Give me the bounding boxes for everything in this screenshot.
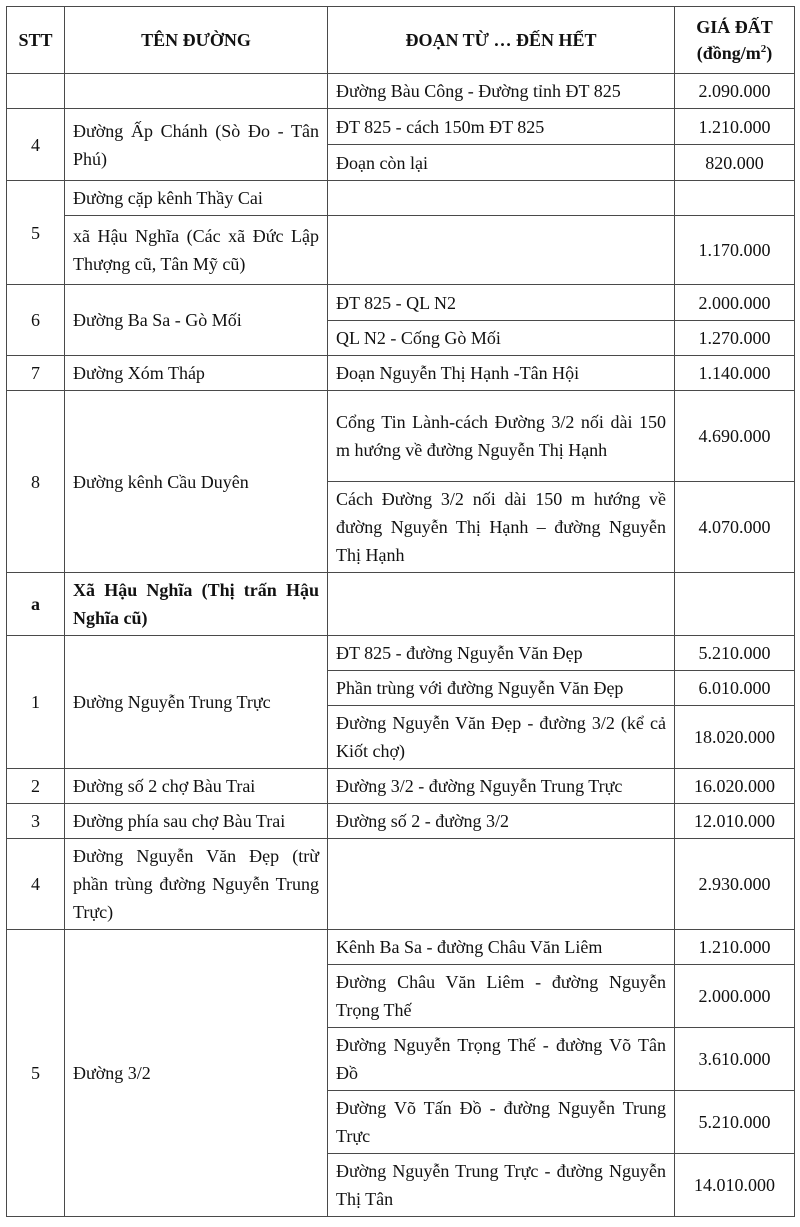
- cell-price: 4.690.000: [675, 391, 795, 482]
- cell-stt: 2: [7, 769, 65, 804]
- table-row: [7, 930, 795, 965]
- cell-street-name: xã Hậu Nghĩa (Các xã Đức Lập Thượng cũ, Tân Mỹ cũ): [65, 216, 328, 285]
- table-row: [7, 109, 795, 145]
- cell-segment: QL N2 - Cống Gò Mối: [328, 321, 675, 356]
- cell-price: 5.210.000: [675, 636, 795, 671]
- cell-segment: Đoạn còn lại: [328, 145, 675, 181]
- cell-segment: Đường Võ Tấn Đồ - đường Nguyễn Trung Trực: [328, 1091, 675, 1154]
- cell-price: [675, 181, 795, 216]
- cell-price: 18.020.000: [675, 706, 795, 769]
- cell-segment: Đường Châu Văn Liêm - đường Nguyễn Trọng Thế: [328, 965, 675, 1028]
- cell-segment: Đường 3/2 - đường Nguyễn Trung Trực: [328, 769, 675, 804]
- cell-stt: 6: [7, 285, 65, 356]
- cell-segment: Đường Nguyễn Trọng Thế - đường Võ Tân Đồ: [328, 1028, 675, 1091]
- cell-price: 5.210.000: [675, 1091, 795, 1154]
- cell-segment: ĐT 825 - QL N2: [328, 285, 675, 321]
- header-stt: STT: [7, 7, 65, 74]
- cell-segment: Đường Bàu Công - Đường tỉnh ĐT 825: [328, 74, 675, 109]
- table-row: [7, 391, 795, 482]
- cell-street-name: Đường Nguyễn Trung Trực: [65, 636, 328, 769]
- cell-segment: ĐT 825 - cách 150m ĐT 825: [328, 109, 675, 145]
- cell-stt: 1: [7, 636, 65, 769]
- cell-price: 1.210.000: [675, 930, 795, 965]
- table-row: [7, 216, 795, 285]
- cell-section-name: Xã Hậu Nghĩa (Thị trấn Hậu Nghĩa cũ): [65, 573, 328, 636]
- table-row: [7, 285, 795, 321]
- cell-street-name: Đường Ba Sa - Gò Mối: [65, 285, 328, 356]
- header-segment: ĐOẠN TỪ … ĐẾN HẾT: [328, 7, 675, 74]
- cell-street-name: Đường cặp kênh Thầy Cai: [65, 181, 328, 216]
- header-price-unit: [697, 43, 773, 63]
- land-price-table: [6, 6, 795, 1217]
- table-row: [7, 804, 795, 839]
- cell-price: 14.010.000: [675, 1154, 795, 1217]
- cell-price: 1.270.000: [675, 321, 795, 356]
- cell-price: 1.140.000: [675, 356, 795, 391]
- cell-price: 16.020.000: [675, 769, 795, 804]
- land-price-table-container: [6, 6, 795, 1217]
- header-land-price: [675, 7, 795, 74]
- cell-price: 2.090.000: [675, 74, 795, 109]
- cell-stt: 4: [7, 839, 65, 930]
- table-row: [7, 636, 795, 671]
- cell-price: 3.610.000: [675, 1028, 795, 1091]
- cell-street-name: [65, 74, 328, 109]
- cell-stt: [7, 74, 65, 109]
- cell-price: 6.010.000: [675, 671, 795, 706]
- cell-price: 2.930.000: [675, 839, 795, 930]
- table-row: [7, 356, 795, 391]
- cell-segment: Kênh Ba Sa - đường Châu Văn Liêm: [328, 930, 675, 965]
- cell-price: [675, 573, 795, 636]
- cell-street-name: Đường Nguyễn Văn Đẹp (trừ phần trùng đường Nguyễn Trung Trực): [65, 839, 328, 930]
- cell-price: 1.210.000: [675, 109, 795, 145]
- table-row: [7, 74, 795, 109]
- table-row: [7, 181, 795, 216]
- cell-price: 12.010.000: [675, 804, 795, 839]
- cell-street-name: Đường Ấp Chánh (Sò Đo - Tân Phú): [65, 109, 328, 181]
- section-row: [7, 573, 795, 636]
- cell-segment: ĐT 825 - đường Nguyễn Văn Đẹp: [328, 636, 675, 671]
- unit-superscript: 2: [760, 43, 767, 55]
- cell-segment: Đoạn Nguyễn Thị Hạnh -Tân Hội: [328, 356, 675, 391]
- header-street-name: TÊN ĐƯỜNG: [65, 7, 328, 74]
- table-row: [7, 839, 795, 930]
- cell-street-name: Đường kênh Cầu Duyên: [65, 391, 328, 573]
- table-row: [7, 769, 795, 804]
- cell-price: 2.000.000: [675, 285, 795, 321]
- cell-street-name: Đường 3/2: [65, 930, 328, 1217]
- cell-stt: 4: [7, 109, 65, 181]
- cell-stt: 7: [7, 356, 65, 391]
- cell-stt: 5: [7, 930, 65, 1217]
- cell-section-id: a: [7, 573, 65, 636]
- cell-segment: Đường Nguyễn Văn Đẹp - đường 3/2 (kể cả Kiốt chợ): [328, 706, 675, 769]
- cell-street-name: Đường phía sau chợ Bàu Trai: [65, 804, 328, 839]
- cell-segment: [328, 216, 675, 285]
- header-price-line1: GIÁ ĐẤT: [696, 17, 773, 37]
- cell-segment: Đường số 2 - đường 3/2: [328, 804, 675, 839]
- cell-segment: [328, 839, 675, 930]
- header-row: [7, 7, 795, 74]
- cell-segment: Cách Đường 3/2 nối dài 150 m hướng về đường Nguyễn Thị Hạnh – đường Nguyễn Thị Hạnh: [328, 482, 675, 573]
- unit-suffix: ): [766, 43, 773, 63]
- cell-price: 4.070.000: [675, 482, 795, 573]
- cell-segment: Đường Nguyễn Trung Trực - đường Nguyễn Thị Tân: [328, 1154, 675, 1217]
- cell-segment: Cổng Tin Lành-cách Đường 3/2 nối dài 150 m hướng về đường Nguyễn Thị Hạnh: [328, 391, 675, 482]
- cell-street-name: Đường số 2 chợ Bàu Trai: [65, 769, 328, 804]
- cell-stt: 5: [7, 181, 65, 285]
- cell-stt: 8: [7, 391, 65, 573]
- unit-prefix: (đồng/m: [696, 43, 761, 63]
- cell-street-name: Đường Xóm Tháp: [65, 356, 328, 391]
- cell-segment: [328, 181, 675, 216]
- cell-segment: Phần trùng với đường Nguyễn Văn Đẹp: [328, 671, 675, 706]
- cell-segment: [328, 573, 675, 636]
- cell-price: 1.170.000: [675, 216, 795, 285]
- cell-price: 820.000: [675, 145, 795, 181]
- cell-price: 2.000.000: [675, 965, 795, 1028]
- cell-stt: 3: [7, 804, 65, 839]
